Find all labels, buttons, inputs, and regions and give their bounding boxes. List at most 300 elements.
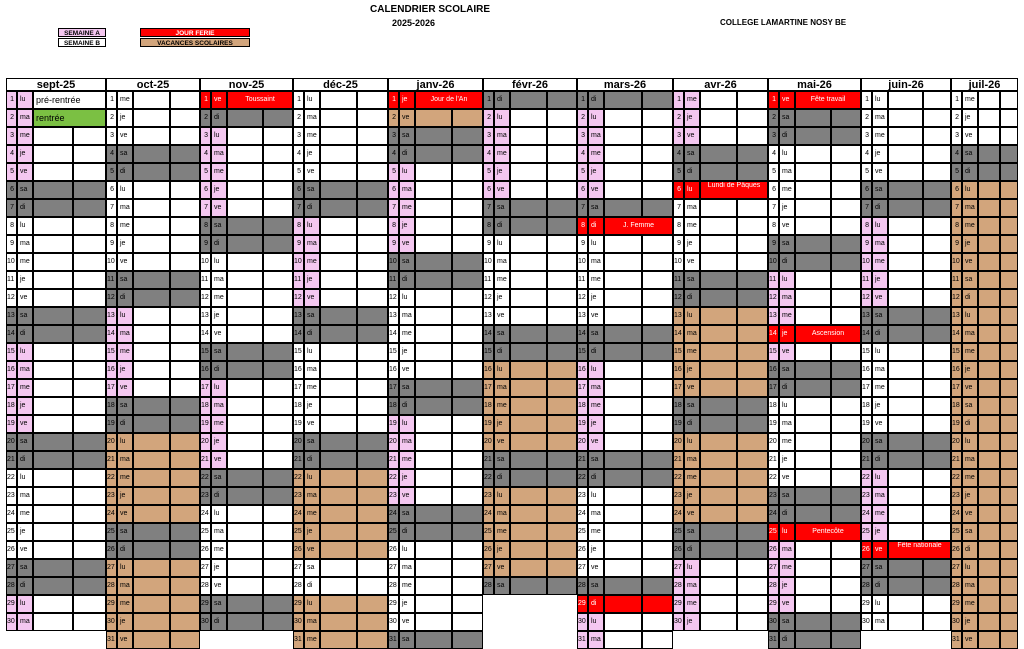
day-cell (415, 451, 452, 469)
day-cell (415, 271, 452, 289)
day-number: 4 (951, 145, 962, 163)
day-cell (357, 127, 388, 145)
day-cell (1000, 595, 1018, 613)
day-row (106, 361, 200, 379)
day-number: 24 (106, 505, 117, 523)
day-event-note: pré-rentrée (33, 91, 106, 109)
day-cell (547, 181, 577, 199)
day-row (861, 271, 951, 289)
day-number: 26 (6, 541, 17, 559)
day-row (577, 595, 673, 613)
day-cell (604, 307, 642, 325)
day-number: 26 (577, 541, 588, 559)
day-row (200, 109, 293, 127)
day-cell (642, 541, 673, 559)
day-number: 22 (6, 469, 17, 487)
day-cell (227, 217, 263, 235)
day-cell (737, 541, 768, 559)
day-cell (547, 307, 577, 325)
day-row (483, 541, 577, 559)
weekday-label: lu (399, 289, 415, 307)
day-number: 9 (483, 235, 494, 253)
day-row (106, 91, 200, 109)
weekday-label: me (494, 397, 510, 415)
day-number: 6 (577, 181, 588, 199)
day-cell (415, 109, 452, 127)
day-cell (642, 415, 673, 433)
weekday-label: ma (211, 523, 227, 541)
weekday-label: ma (872, 361, 888, 379)
weekday-label: lu (588, 487, 604, 505)
weekday-label: sa (494, 577, 510, 595)
day-number: 18 (106, 397, 117, 415)
day-row (6, 271, 106, 289)
day-cell (978, 235, 1000, 253)
day-number: 9 (951, 235, 962, 253)
day-cell (357, 253, 388, 271)
day-cell (1000, 235, 1018, 253)
weekday-label: je (588, 415, 604, 433)
day-cell (978, 307, 1000, 325)
day-cell (604, 523, 642, 541)
day-row (673, 325, 768, 343)
day-cell (1000, 523, 1018, 541)
weekday-label: me (304, 127, 320, 145)
day-cell (415, 577, 452, 595)
day-cell (547, 109, 577, 127)
day-row (673, 559, 768, 577)
day-row (6, 595, 106, 613)
day-cell (604, 91, 642, 109)
day-number: 10 (6, 253, 17, 271)
weekday-label: ma (684, 199, 700, 217)
day-row (577, 577, 673, 595)
weekday-label: di (304, 325, 320, 343)
day-row (6, 451, 106, 469)
day-cell (978, 253, 1000, 271)
weekday-label: je (117, 235, 133, 253)
day-cell (888, 415, 923, 433)
day-cell (227, 415, 263, 433)
day-row (388, 595, 483, 613)
day-row (388, 181, 483, 199)
weekday-label: ma (211, 397, 227, 415)
day-row (106, 163, 200, 181)
day-number: 7 (200, 199, 211, 217)
month-header: juin-26 (861, 78, 951, 91)
day-cell (700, 469, 737, 487)
day-row (200, 433, 293, 451)
day-row (768, 325, 861, 343)
day-cell (170, 307, 200, 325)
day-row (293, 613, 388, 631)
day-cell (510, 523, 547, 541)
day-number: 6 (6, 181, 17, 199)
day-cell (73, 469, 106, 487)
day-number: 12 (673, 289, 684, 307)
day-cell (888, 613, 923, 631)
day-cell (923, 577, 951, 595)
weekday-label: di (494, 91, 510, 109)
day-cell (320, 505, 357, 523)
weekday-label: lu (962, 559, 978, 577)
day-row (577, 523, 673, 541)
weekday-label: di (872, 325, 888, 343)
day-cell (452, 217, 483, 235)
day-row (577, 541, 673, 559)
weekday-label: je (779, 325, 795, 343)
day-cell (547, 559, 577, 577)
day-number: 17 (483, 379, 494, 397)
day-row (483, 235, 577, 253)
day-row (861, 181, 951, 199)
day-cell (1000, 613, 1018, 631)
day-cell (978, 415, 1000, 433)
weekday-label: ve (494, 559, 510, 577)
day-row (768, 271, 861, 289)
weekday-label: me (399, 325, 415, 343)
day-row (388, 109, 483, 127)
day-number: 11 (293, 271, 304, 289)
day-cell (452, 523, 483, 541)
day-row (673, 469, 768, 487)
day-cell (357, 361, 388, 379)
day-cell (357, 163, 388, 181)
day-row (861, 595, 951, 613)
day-row (200, 559, 293, 577)
day-number: 10 (483, 253, 494, 271)
day-number: 22 (106, 469, 117, 487)
day-number: 2 (577, 109, 588, 127)
day-cell (795, 631, 831, 649)
weekday-label: ve (17, 289, 33, 307)
day-cell (320, 307, 357, 325)
weekday-label: sa (117, 397, 133, 415)
weekday-label: ve (588, 433, 604, 451)
day-cell (73, 307, 106, 325)
weekday-label: je (872, 271, 888, 289)
day-cell (133, 613, 170, 631)
day-row (293, 379, 388, 397)
day-cell (737, 325, 768, 343)
day-row (106, 397, 200, 415)
day-row (768, 397, 861, 415)
day-row (388, 217, 483, 235)
weekday-label: je (962, 235, 978, 253)
day-row (106, 505, 200, 523)
day-number: 4 (106, 145, 117, 163)
day-number: 27 (106, 559, 117, 577)
day-row (6, 91, 106, 109)
day-cell (737, 415, 768, 433)
day-number: 1 (200, 91, 211, 109)
day-cell (227, 361, 263, 379)
day-cell (547, 217, 577, 235)
weekday-label: me (211, 541, 227, 559)
day-row (951, 577, 1018, 595)
day-row (673, 595, 768, 613)
weekday-label: je (304, 397, 320, 415)
day-cell (415, 253, 452, 271)
day-cell (831, 343, 861, 361)
day-cell (510, 469, 547, 487)
day-cell (452, 577, 483, 595)
day-cell (33, 235, 73, 253)
weekday-label: sa (684, 145, 700, 163)
weekday-label: me (117, 217, 133, 235)
day-cell (547, 433, 577, 451)
day-cell (415, 631, 452, 649)
day-cell (795, 451, 831, 469)
weekday-label: ma (779, 541, 795, 559)
weekday-label: sa (779, 613, 795, 631)
day-cell (700, 217, 737, 235)
day-number: 5 (106, 163, 117, 181)
day-cell (510, 235, 547, 253)
day-row (483, 361, 577, 379)
day-cell (73, 325, 106, 343)
day-cell (642, 523, 673, 541)
day-row (483, 253, 577, 271)
day-row (861, 541, 951, 559)
day-cell (320, 379, 357, 397)
day-cell (831, 163, 861, 181)
day-number: 21 (483, 451, 494, 469)
day-cell (642, 343, 673, 361)
day-cell (737, 487, 768, 505)
day-number: 1 (106, 91, 117, 109)
day-cell (133, 127, 170, 145)
day-cell (263, 271, 293, 289)
day-cell (170, 325, 200, 343)
day-cell (923, 559, 951, 577)
weekday-label: sa (962, 145, 978, 163)
day-cell (133, 559, 170, 577)
day-cell (452, 307, 483, 325)
day-number: 25 (293, 523, 304, 541)
day-cell (737, 451, 768, 469)
day-cell (604, 487, 642, 505)
day-row (106, 253, 200, 271)
day-cell (1000, 199, 1018, 217)
day-cell (170, 127, 200, 145)
day-cell (510, 451, 547, 469)
weekday-label: ma (494, 379, 510, 397)
day-cell (320, 559, 357, 577)
day-cell (133, 433, 170, 451)
day-cell (831, 361, 861, 379)
day-cell (415, 145, 452, 163)
day-cell (547, 343, 577, 361)
day-row (483, 325, 577, 343)
day-row (483, 91, 577, 109)
day-number: 9 (861, 235, 872, 253)
day-row (483, 217, 577, 235)
weekday-label: je (117, 109, 133, 127)
day-number: 28 (577, 577, 588, 595)
day-row (577, 451, 673, 469)
day-cell (510, 433, 547, 451)
day-row (673, 199, 768, 217)
day-cell (700, 199, 737, 217)
day-number: 20 (951, 433, 962, 451)
day-row (293, 631, 388, 649)
day-number: 15 (106, 343, 117, 361)
day-cell (604, 397, 642, 415)
day-row (388, 271, 483, 289)
day-row (200, 379, 293, 397)
day-cell (452, 397, 483, 415)
day-number: 10 (200, 253, 211, 271)
day-number: 2 (768, 109, 779, 127)
weekday-label: di (304, 451, 320, 469)
day-row (388, 487, 483, 505)
day-row (293, 271, 388, 289)
day-cell (415, 199, 452, 217)
weekday-label: je (779, 451, 795, 469)
day-row (861, 379, 951, 397)
day-cell (978, 271, 1000, 289)
day-cell (263, 577, 293, 595)
day-number: 25 (768, 523, 779, 541)
day-number: 11 (6, 271, 17, 289)
weekday-label: lu (117, 433, 133, 451)
day-number: 26 (951, 541, 962, 559)
day-cell (642, 163, 673, 181)
weekday-label: je (872, 145, 888, 163)
day-number: 8 (951, 217, 962, 235)
day-number: 14 (200, 325, 211, 343)
day-row (577, 217, 673, 235)
day-number: 22 (951, 469, 962, 487)
weekday-label: je (494, 415, 510, 433)
day-number: 3 (673, 127, 684, 145)
day-cell (831, 127, 861, 145)
day-cell (795, 379, 831, 397)
weekday-label: sa (211, 469, 227, 487)
day-row (951, 433, 1018, 451)
weekday-label: di (17, 199, 33, 217)
day-number: 15 (951, 343, 962, 361)
day-number: 18 (6, 397, 17, 415)
weekday-label: lu (872, 469, 888, 487)
day-number: 18 (768, 397, 779, 415)
weekday-label: ve (304, 163, 320, 181)
day-cell (227, 307, 263, 325)
weekday-label: lu (117, 181, 133, 199)
weekday-label: me (588, 271, 604, 289)
day-cell (1000, 109, 1018, 127)
weekday-label: ma (588, 253, 604, 271)
day-cell (320, 199, 357, 217)
day-row (951, 631, 1018, 649)
day-number: 17 (577, 379, 588, 397)
day-cell (700, 415, 737, 433)
day-cell (263, 199, 293, 217)
day-row (106, 613, 200, 631)
day-row (673, 415, 768, 433)
day-row (861, 145, 951, 163)
day-number: 22 (200, 469, 211, 487)
month-column (106, 78, 200, 649)
day-cell (170, 613, 200, 631)
weekday-label: lu (17, 91, 33, 109)
day-row (6, 433, 106, 451)
day-number: 30 (577, 613, 588, 631)
day-row (673, 253, 768, 271)
weekday-label: di (588, 469, 604, 487)
day-cell (452, 595, 483, 613)
day-row (388, 163, 483, 181)
day-cell (888, 217, 923, 235)
weekday-label: me (117, 469, 133, 487)
day-cell (547, 487, 577, 505)
day-number: 17 (293, 379, 304, 397)
day-cell (737, 577, 768, 595)
month-column (483, 78, 577, 649)
day-cell (357, 307, 388, 325)
day-row (106, 199, 200, 217)
day-row (106, 631, 200, 649)
day-cell (263, 181, 293, 199)
weekday-label: lu (17, 217, 33, 235)
day-cell (604, 145, 642, 163)
day-row (200, 217, 293, 235)
day-number: 8 (861, 217, 872, 235)
day-number: 1 (293, 91, 304, 109)
month-column (6, 78, 106, 649)
weekday-label: ma (588, 631, 604, 649)
weekday-label: me (17, 505, 33, 523)
weekday-label: je (684, 613, 700, 631)
day-cell (320, 145, 357, 163)
day-number: 21 (106, 451, 117, 469)
weekday-label: ve (962, 379, 978, 397)
weekday-label: sa (779, 487, 795, 505)
weekday-label: je (17, 523, 33, 541)
day-cell (357, 523, 388, 541)
day-cell (263, 415, 293, 433)
day-cell (700, 343, 737, 361)
day-cell (923, 163, 951, 181)
day-row (951, 289, 1018, 307)
day-number: 25 (673, 523, 684, 541)
day-cell (73, 433, 106, 451)
day-number: 4 (483, 145, 494, 163)
day-cell (888, 505, 923, 523)
day-number: 2 (388, 109, 399, 127)
day-number: 12 (388, 289, 399, 307)
day-row (6, 559, 106, 577)
day-row (861, 217, 951, 235)
day-cell (831, 379, 861, 397)
day-cell (888, 595, 923, 613)
day-cell (737, 595, 768, 613)
calendar-grid (6, 78, 1018, 643)
day-row (768, 343, 861, 361)
weekday-label: di (399, 523, 415, 541)
day-cell (923, 91, 951, 109)
weekday-label: di (684, 415, 700, 433)
day-cell (227, 253, 263, 271)
day-cell (452, 415, 483, 433)
day-cell (33, 595, 73, 613)
day-cell (357, 415, 388, 433)
day-cell (547, 289, 577, 307)
weekday-label: ma (588, 127, 604, 145)
day-cell (510, 217, 547, 235)
weekday-label: lu (588, 109, 604, 127)
